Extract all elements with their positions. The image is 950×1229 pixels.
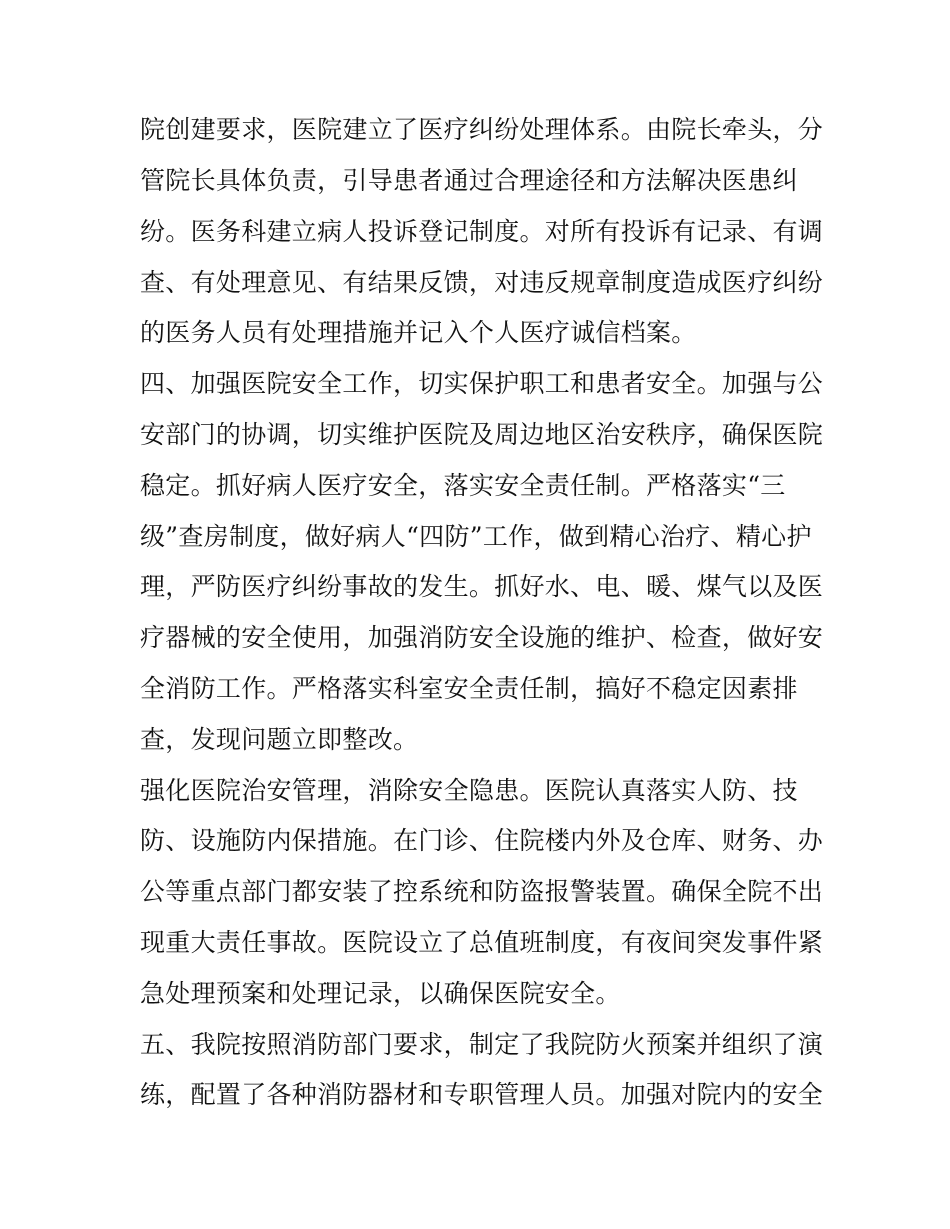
text-line: 查、有处理意见、有结果反馈，对违反规章制度造成医疗纠纷 (140, 268, 824, 297)
text-line: 练，配置了各种消防器材和专职管理人员。加强对院内的安全 (140, 1080, 824, 1109)
text-line: 公等重点部门都安装了控系统和防盗报警装置。确保全院不出 (140, 877, 824, 906)
text-line: 稳定。抓好病人医疗安全，落实安全责任制。严格落实“三 (140, 471, 786, 500)
text-line: 四、加强医院安全工作，切实保护职工和患者安全。加强与公 (140, 369, 824, 398)
text-line: 的医务人员有处理措施并记入个人医疗诚信档案。 (140, 318, 697, 347)
text-line: 五、我院按照消防部门要求，制定了我院防火预案并组织了演 (140, 1030, 824, 1059)
text-line: 级”查房制度，做好病人“四防”工作，做到精心治疗、精心护 (140, 522, 812, 551)
text-line: 查，发现问题立即整改。 (140, 725, 419, 754)
text-line: 防、设施防内保措施。在门诊、住院楼内外及仓库、财务、办 (140, 826, 824, 855)
text-line: 强化医院治安管理，消除安全隐患。医院认真落实人防、技 (140, 776, 798, 805)
text-line: 全消防工作。严格落实科室安全责任制，搞好不稳定因素排 (140, 674, 798, 703)
text-line: 理，严防医疗纠纷事故的发生。抓好水、电、暖、煤气以及医 (140, 572, 824, 601)
text-line: 管院长具体负责，引导患者通过合理途径和方法解决医患纠 (140, 166, 798, 195)
text-line: 急处理预案和处理记录，以确保医院安全。 (140, 979, 621, 1008)
text-line: 安部门的协调，切实维护医院及周边地区治安秩序，确保医院 (140, 420, 824, 449)
text-line: 院创建要求，医院建立了医疗纠纷处理体系。由院长牵头，分 (140, 115, 824, 144)
text-line: 现重大责任事故。医院设立了总值班制度，有夜间突发事件紧 (140, 928, 824, 957)
text-line: 纷。医务科建立病人投诉登记制度。对所有投诉有记录、有调 (140, 217, 824, 246)
text-line: 疗器械的安全使用，加强消防安全设施的维护、检查，做好安 (140, 623, 824, 652)
